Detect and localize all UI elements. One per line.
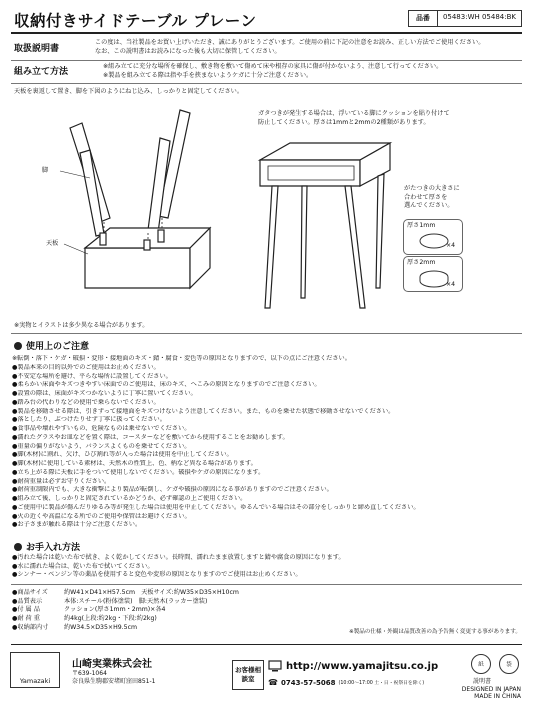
- list-item: ●火の近くや高温になる所でのご使用や保管はお避けください。: [12, 512, 191, 520]
- product-number-label: 品番: [409, 11, 438, 26]
- list-item: ●設置の際は、床面がキズつかないように丁寧に置いてください。: [12, 390, 197, 397]
- leg-label: 脚: [42, 167, 49, 174]
- list-item: ●落としたり、ぶつけたりせず丁寧に扱ってください。: [12, 416, 166, 424]
- list-item: ●柔らかい床面やキズつきやすい床面でのご使用は、床のキズ、へこみの原因となりますのでご注意ください。: [12, 381, 321, 389]
- list-item: ●食事品や壊れやすいもの、危険なものは乗せないでください。: [12, 425, 191, 432]
- manual-mark-label: 説明書: [472, 678, 491, 685]
- product-number-box: [408, 10, 522, 27]
- assembly-illustration: [40, 98, 240, 320]
- company-zip: 〒639-1064: [72, 670, 107, 677]
- pad-2mm-label: 厚さ2mm: [407, 259, 436, 266]
- list-item: ※転倒・落下・ケガ・破損・変形・接地面のキズ・錆・腐食・変色等の原因となりますので、以下の点にご注意ください。: [12, 355, 351, 362]
- care-list: [12, 554, 524, 580]
- manual-intro: [95, 39, 520, 56]
- list-item: ●製品本来の目的以外でのご使用はお止めください。: [12, 363, 160, 371]
- assembly-note-1: ※組み立てに充分な場所を確保し、敷き物を敷いて傷めて床や根存の家具に傷が付かないよう、注意して行ってください。: [103, 63, 443, 70]
- footer-divider: [11, 644, 522, 645]
- list-item: ●脚(木材)に割れ、欠け、ひび割れ等が入った場合は使用を中止してください。: [12, 451, 233, 459]
- front-left-leg: [265, 186, 278, 308]
- intro-line-2: なお、この説明書はお読みになった後も大切に保管してください。: [95, 47, 281, 55]
- phone-number: 0743-57-5068: [280, 678, 336, 687]
- pad-1mm-qty: ×4: [446, 242, 456, 249]
- company-block: [72, 655, 155, 686]
- illustration-note: ※実物とイラストは多少異なる場合があります。: [14, 322, 149, 329]
- care-heading: お手入れ方法: [14, 540, 80, 553]
- company-name: 山崎実業株式会社: [72, 659, 152, 670]
- list-item: ●不安定な場所を避け、平らな場所に設置してください。: [12, 372, 172, 380]
- list-item: ●お子さまが触れる際は十分ご注意ください。: [12, 521, 142, 529]
- origin-block: [462, 678, 521, 701]
- product-number-value: 05483:WH 05484:BK: [442, 13, 516, 21]
- document-title: 収納付きサイドテーブル プレーン: [14, 12, 257, 30]
- intro-line-1: この度は、当社製品をお買い上げいただき、誠にありがとうございます。ご使用の前に下記の注意をお読み、正しい方法でご使用ください。: [95, 39, 485, 46]
- manual-label: 取扱説明書: [14, 44, 60, 54]
- spec-row: ●付 属 品 クッション(厚さ1mm・2mm)×各4: [12, 606, 166, 614]
- assembly-notes: [103, 63, 523, 80]
- list-item: ●組み立て後、しっかりと固定されているかどうか、必ず確認の上ご使用ください。: [12, 495, 247, 502]
- list-item: ●シンナー・ベンジン等の薬品を使用すると変色や変形の原因となりますのでご使用はお止めください。: [12, 571, 302, 579]
- website-link[interactable]: http://www.yamajitsu.co.jp: [286, 660, 439, 672]
- pad-1mm-label: 厚さ1mm: [407, 222, 436, 229]
- bag-recycle-icon: 袋: [499, 654, 519, 674]
- wobble-text: ガタつきが発生する場合は、浮いている脚にクッションを貼り付けて 防止してください。厚さは1mmと2mmの2種類があります。: [258, 110, 450, 126]
- paper-recycle-icon: 紙: [471, 654, 491, 674]
- list-item: ●濡れたグラスやお皿などを置く際は、コースターなどを敷いてから使用することをお勧めします。: [12, 433, 289, 441]
- list-item: ●水に濡れた場合は、乾いた布で拭いてください。: [12, 562, 154, 570]
- phone-icon: ☎: [268, 678, 278, 687]
- spec-row: ●耐 荷 重 約4kg(上段:約2kg・下段:約2kg): [12, 615, 157, 623]
- brand-logo: Yamazaki: [10, 652, 60, 688]
- caution-heading: 使用上のご注意: [14, 339, 89, 352]
- website-row: [268, 660, 438, 672]
- pad-2mm-qty: ×4: [446, 281, 456, 288]
- intro-divider: [11, 60, 522, 61]
- back-left-leg: [301, 186, 307, 298]
- bullet-icon: [14, 342, 22, 350]
- assembly-note-2: ※製品を組み立てる際は指や手を挟まないようケガに十分ご注意ください。: [103, 71, 313, 79]
- list-item: ●ご使用中に製品が傷んだりゆるみ等が発生した場合は使用を中止してください。ゆるんでいる場合はその部分をしっかりと締め直してください。: [12, 503, 420, 511]
- list-item: ●踏み台の代わりなどの使用で乗らないでください。: [12, 398, 160, 406]
- computer-icon: [268, 660, 282, 672]
- list-item: ●汚れた場合は乾いた布で拭き、よく乾かしてください。長時間、濡れたまま放置しますと錆や腐食の原因になります。: [12, 554, 345, 561]
- phone-row: [268, 678, 424, 687]
- list-item: ●立ち上がる際に天板に手をついて使用しないでください。破損やケガの原因になります。: [12, 468, 265, 476]
- assembly-step-text: 天板を裏返して置き、脚を下図のようにねじ込み、しっかりと固定してください。: [14, 88, 244, 95]
- list-item: ●脚(木材)に使用している素材は、天然木の性質上、色、柄など異なる場合があります。: [12, 460, 257, 467]
- front-right-leg: [345, 186, 365, 308]
- table-top-front: [85, 248, 190, 288]
- designed-in: DESIGNED IN JAPAN: [461, 685, 521, 693]
- back-right-leg: [376, 174, 384, 288]
- spec-table: [12, 589, 342, 633]
- table-illustration: [250, 138, 400, 313]
- phone-hours: (10:00～17:00 土・日・祝祭日を除く): [338, 681, 425, 686]
- list-item: ●耐荷重制限内でも、大きな衝撃により製品が転倒し、ケガや破損の原因になる事がありますのでご注意ください。: [12, 486, 333, 494]
- list-item: ●製品を移動させる際は、引きずって接地面をキズつけないよう注意してください。また、ものを乗せた状態で移動させないでください。: [12, 407, 395, 415]
- spec-note: ※製品の仕様・外観は品質改善の為予告無く変更する事があります。: [348, 629, 521, 635]
- side-note: がたつきの大きさに 合わせて厚さを 選んでください。: [404, 185, 460, 210]
- assembly-label: 組み立て方法: [14, 67, 69, 77]
- socket-1: [100, 233, 106, 245]
- socket-3: [144, 240, 150, 250]
- title-divider: [11, 32, 522, 34]
- spec-row: ●収納部内寸 約W34.5×D35×H9.5cm: [12, 623, 138, 631]
- assembly-divider: [11, 83, 522, 84]
- socket-2: [158, 230, 164, 242]
- caution-list: [12, 355, 524, 530]
- bullet-icon: [14, 543, 22, 551]
- customer-support-label: お客様相談室: [232, 660, 264, 690]
- list-item: ●重量の偏りがないよう、バランスよくものを乗せてください。: [12, 442, 191, 450]
- top-label: 天板: [46, 240, 59, 247]
- spec-row: ●商品サイズ 約W41×D41×H57.5cm 天板サイズ:約W35×D35×H10cm: [12, 589, 239, 596]
- list-item: ●耐荷重量は必ずお守りください。: [12, 477, 111, 485]
- spec-divider: [11, 584, 522, 585]
- recycle-marks: [471, 654, 519, 674]
- made-in: MADE IN CHINA: [474, 693, 521, 700]
- caution-divider: [11, 333, 522, 334]
- spec-row: ●品質表示 本体:スチール(粉体塗装) 脚:天然木(ラッカー塗装): [12, 597, 208, 605]
- company-address: 奈良県生駒郡安堵町窪田851-1: [72, 678, 156, 685]
